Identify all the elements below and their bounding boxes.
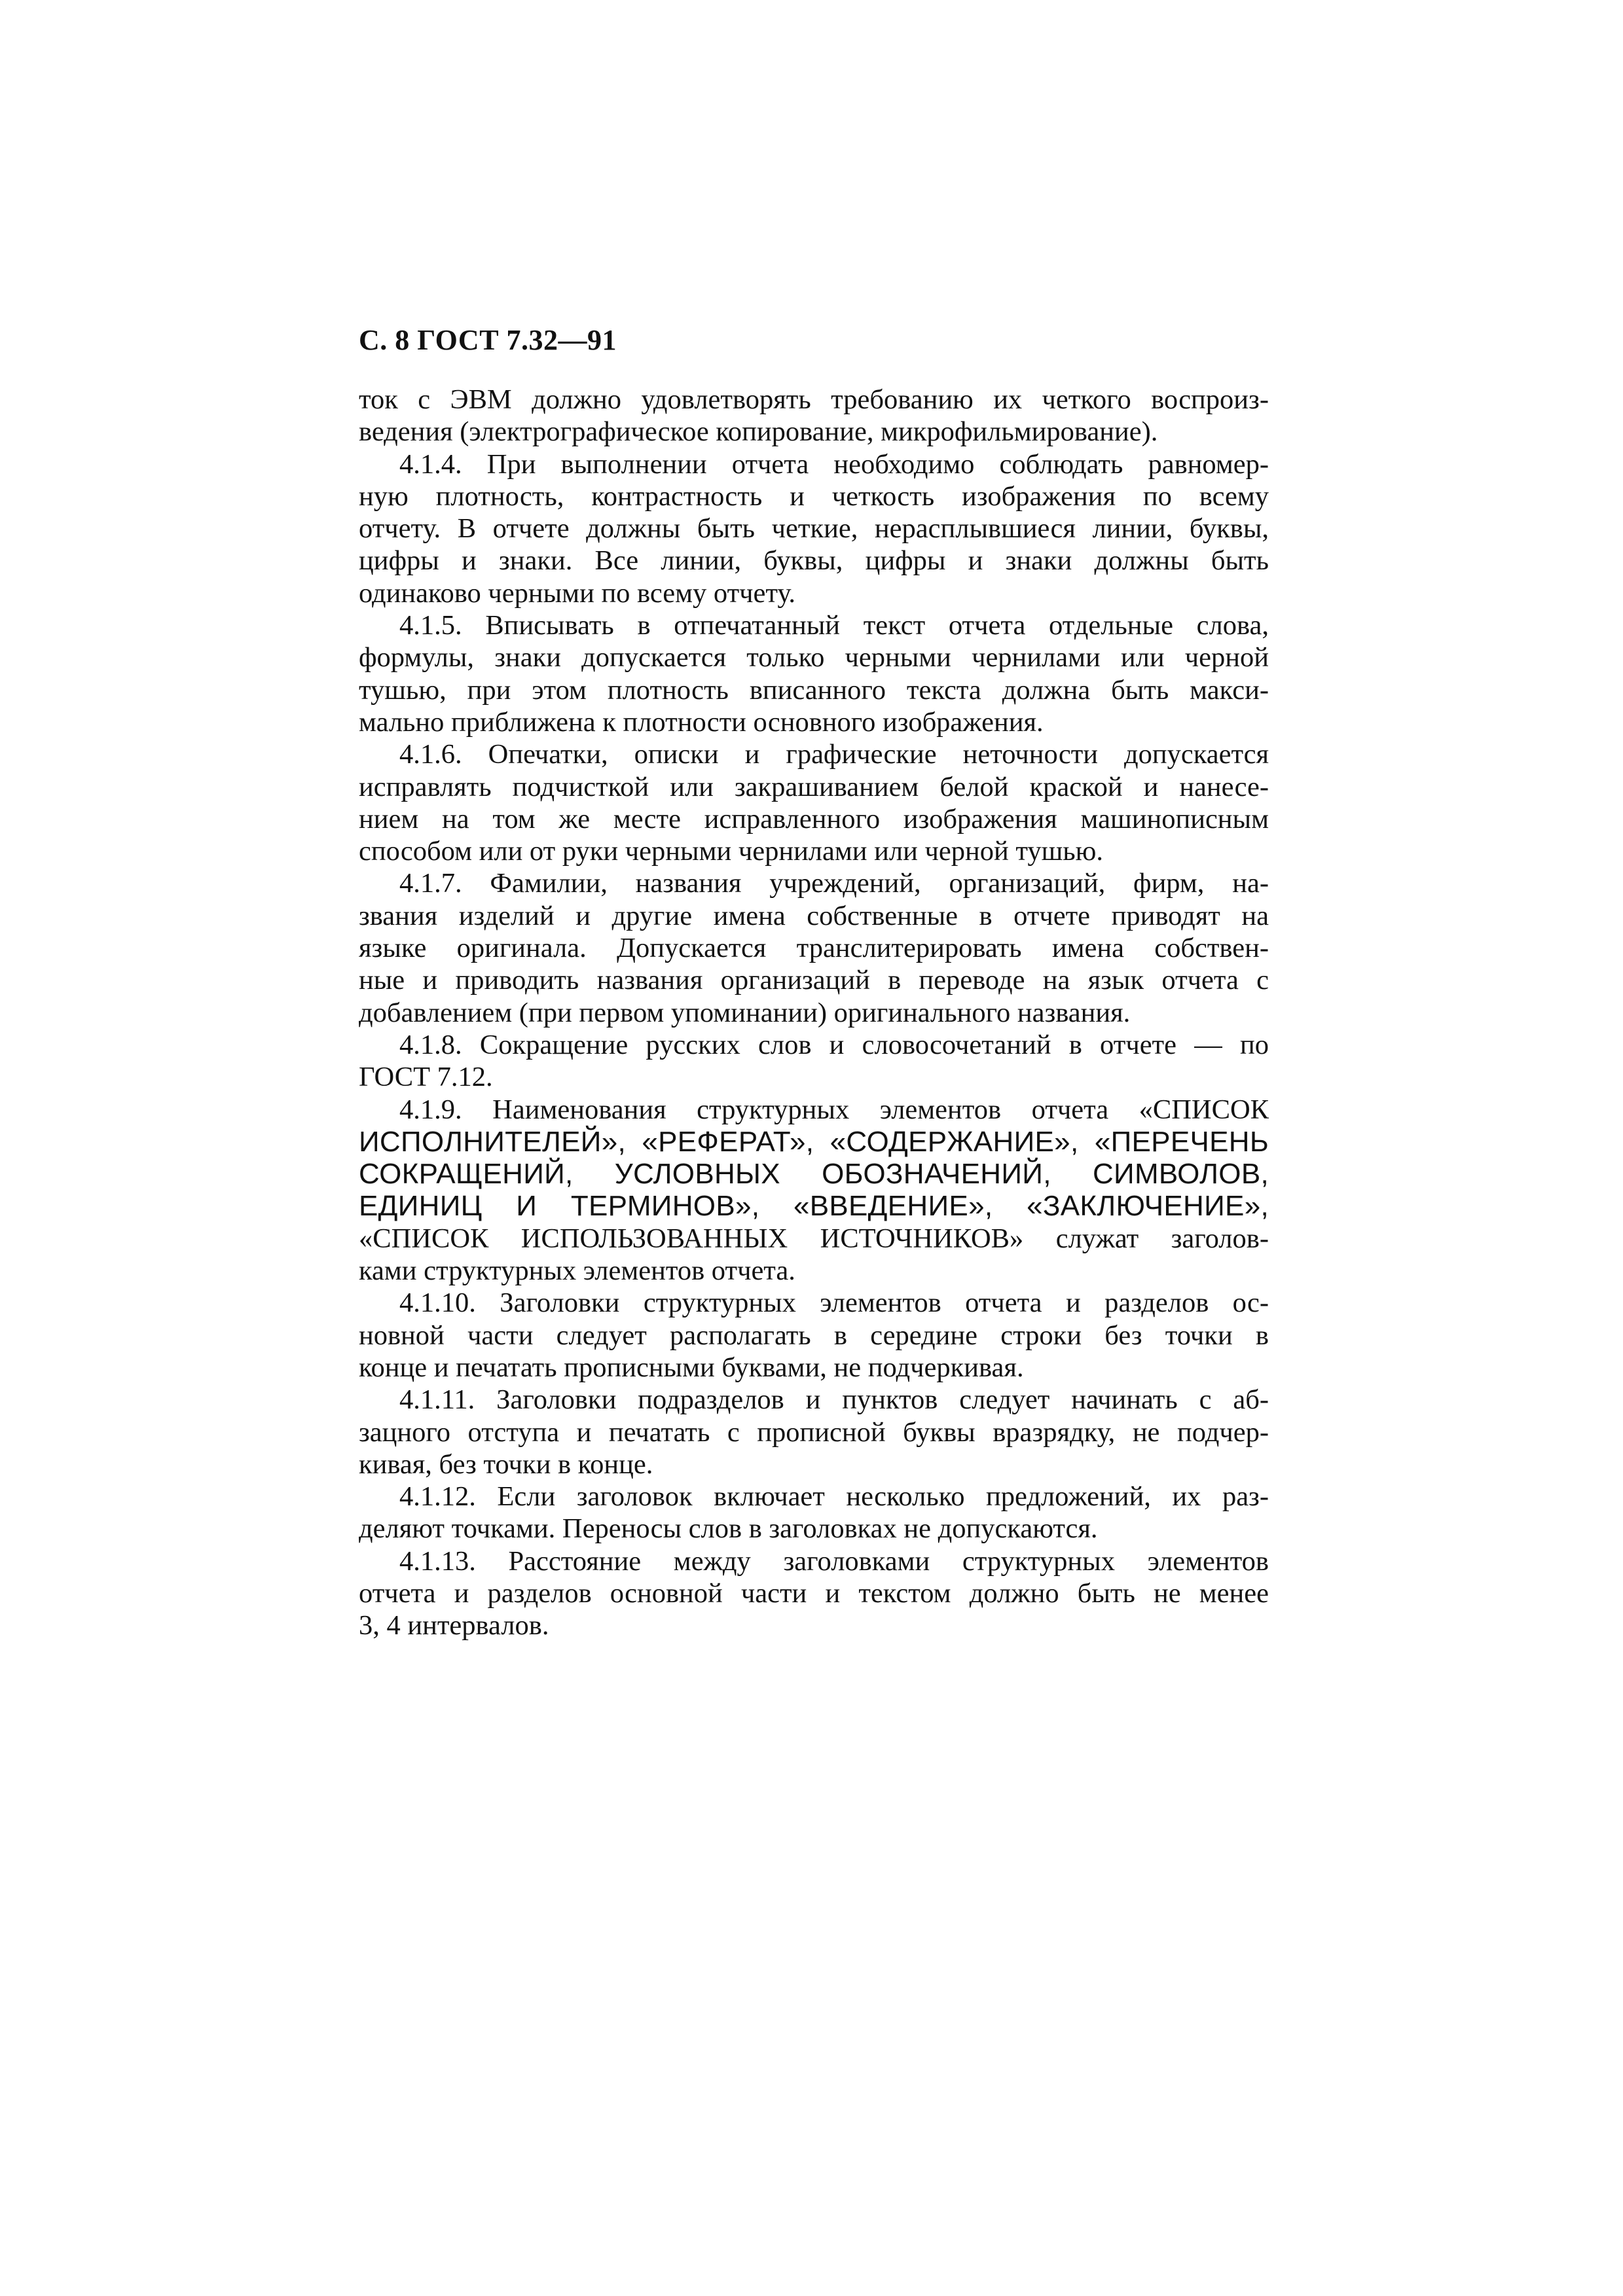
- text-line: ГОСТ 7.12.: [359, 1062, 493, 1093]
- text-line: ток с ЭВМ должно удовлетворять требованию их четкого воспроиз-: [359, 384, 1269, 415]
- text-line: СОКРАЩЕНИЙ, УСЛОВНЫХ ОБОЗНАЧЕНИЙ, СИМВОЛОВ,: [359, 1158, 1269, 1191]
- text-line: 3, 4 интервалов.: [359, 1610, 549, 1641]
- text-line: одинаково черными по всему отчету.: [359, 577, 796, 609]
- text-line: мально приближена к плотности основного изображения.: [359, 706, 1044, 738]
- text-line: «СПИСОК ИСПОЛЬЗОВАННЫХ ИСТОЧНИКОВ» служат заголов-: [359, 1223, 1269, 1254]
- text-line: языке оригинала. Допускается транслитерировать имена собствен-: [359, 933, 1269, 964]
- text-line: ИСПОЛНИТЕЛЕЙ», «РЕФЕРАТ», «СОДЕРЖАНИЕ», «ПЕРЕЧЕНЬ: [359, 1125, 1269, 1158]
- text-line: ную плотность, контрастность и четкость изображения по всему: [359, 480, 1269, 512]
- text-line: зацного отступа и печатать с прописной буквы вразрядку, не подчер-: [359, 1416, 1269, 1448]
- text-line: 4.1.9. Наименования структурных элементов отчета «СПИСОК: [399, 1094, 1269, 1125]
- text-line: 4.1.12. Если заголовок включает несколько предложений, их раз-: [399, 1481, 1269, 1513]
- text-line: тушью, при этом плотность вписанного текста должна быть макси-: [359, 674, 1269, 706]
- text-line: 4.1.13. Расстояние между заголовками структурных элементов: [399, 1545, 1269, 1577]
- text-line: 4.1.7. Фамилии, названия учреждений, организаций, фирм, на-: [399, 868, 1269, 899]
- document-body: [359, 384, 1269, 1642]
- text-line: ЕДИНИЦ И ТЕРМИНОВ», «ВВЕДЕНИЕ», «ЗАКЛЮЧЕНИЕ»,: [359, 1190, 1269, 1223]
- text-line: новной части следует располагать в середине строки без точки в: [359, 1319, 1269, 1351]
- text-line: добавлением (при первом упоминании) оригинального названия.: [359, 997, 1131, 1028]
- text-line: 4.1.6. Опечатки, описки и графические неточности допускается: [399, 739, 1269, 770]
- text-line: ные и приводить названия организаций в переводе на язык отчета с: [359, 965, 1269, 996]
- text-line: отчету. В отчете должны быть четкие, нерасплывшиеся линии, буквы,: [359, 513, 1269, 545]
- text-line: отчета и разделов основной части и текстом должно быть не менее: [359, 1577, 1269, 1609]
- text-line: способом или от руки черными чернилами или черной тушью.: [359, 836, 1104, 867]
- text-line: 4.1.4. При выполнении отчета необходимо соблюдать равномер-: [399, 448, 1269, 480]
- text-line: кивая, без точки в конце.: [359, 1448, 653, 1480]
- text-line: 4.1.10. Заголовки структурных элементов отчета и разделов ос-: [399, 1287, 1269, 1319]
- text-line: 4.1.8. Сокращение русских слов и словосочетаний в отчете — по: [399, 1029, 1269, 1060]
- page-header: С. 8 ГОСТ 7.32—91: [359, 324, 617, 356]
- text-line: конце и печатать прописными буквами, не подчеркивая.: [359, 1352, 1024, 1383]
- text-line: звания изделий и другие имена собственные в отчете приводят на: [359, 900, 1269, 931]
- text-line: формулы, знаки допускается только черными чернилами или черной: [359, 642, 1269, 673]
- text-line: 4.1.11. Заголовки подразделов и пунктов следует начинать с аб-: [399, 1384, 1269, 1416]
- text-line: цифры и знаки. Все линии, буквы, цифры и знаки должны быть: [359, 545, 1269, 577]
- text-line: 4.1.5. Вписывать в отпечатанный текст отчета отдельные слова,: [399, 610, 1269, 641]
- text-line: ведения (электрографическое копирование, микрофильмирование).: [359, 416, 1158, 448]
- text-line: исправлять подчисткой или закрашиванием белой краской и нанесе-: [359, 771, 1269, 802]
- text-line: ками структурных элементов отчета.: [359, 1255, 795, 1287]
- text-line: нием на том же месте исправленного изображения машинописным: [359, 803, 1269, 834]
- text-line: деляют точками. Переносы слов в заголовках не допускаются.: [359, 1513, 1098, 1545]
